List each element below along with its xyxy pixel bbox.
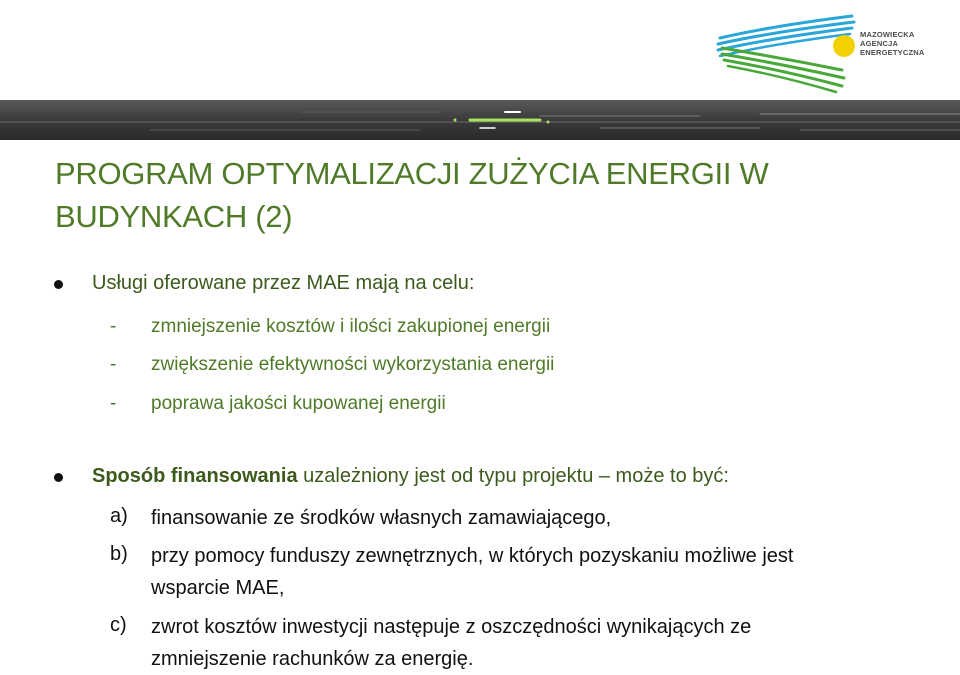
decorative-band	[0, 100, 960, 140]
logo-line-1: MAZOWIECKA	[860, 30, 915, 39]
section1-heading: Usługi oferowane przez MAE mają na celu:	[92, 272, 475, 294]
title-line-2: BUDYNKACH (2)	[55, 199, 293, 234]
band-streaks-icon	[0, 100, 960, 140]
list-item-text: zwiększenie efektywności wykorzystania energii	[151, 354, 555, 375]
section2-heading	[92, 465, 729, 488]
bullet-dot-icon	[54, 280, 63, 289]
logo-line-2: AGENCJA	[860, 39, 899, 48]
list-item-text: zmniejszenie kosztów i ilości zakupionej energii	[151, 316, 551, 337]
logo-text	[860, 30, 956, 57]
list-item-text: zwrot kosztów inwestycji następuje z oszczędności wynikających ze zmniejszenie rachunków za energię.	[151, 616, 752, 670]
logo-line-3: ENERGETYCZNA	[860, 48, 925, 57]
list-marker: -	[110, 393, 117, 414]
title-line-1: PROGRAM OPTYMALIZACJI ZUŻYCIA ENERGII W	[55, 156, 769, 191]
list-marker: c)	[110, 614, 127, 636]
list-item-text: przy pomocy funduszy zewnętrznych, w których pozyskaniu możliwe jest wsparcie MAE,	[151, 545, 794, 599]
list-item-text: poprawa jakości kupowanej energii	[151, 393, 446, 414]
section2-heading-rest: uzależniony jest od typu projektu – może to być:	[297, 465, 729, 487]
bullet-dot-icon	[54, 473, 63, 482]
slide-header	[0, 0, 960, 100]
list-item-text: finansowanie ze środków własnych zamawiającego,	[151, 507, 612, 529]
list-marker: b)	[110, 543, 128, 565]
list-marker: a)	[110, 505, 128, 527]
slide-title	[55, 152, 915, 238]
section2-heading-bold: Sposób finansowania	[92, 465, 298, 487]
list-marker: -	[110, 354, 117, 375]
list-marker: -	[110, 316, 117, 337]
